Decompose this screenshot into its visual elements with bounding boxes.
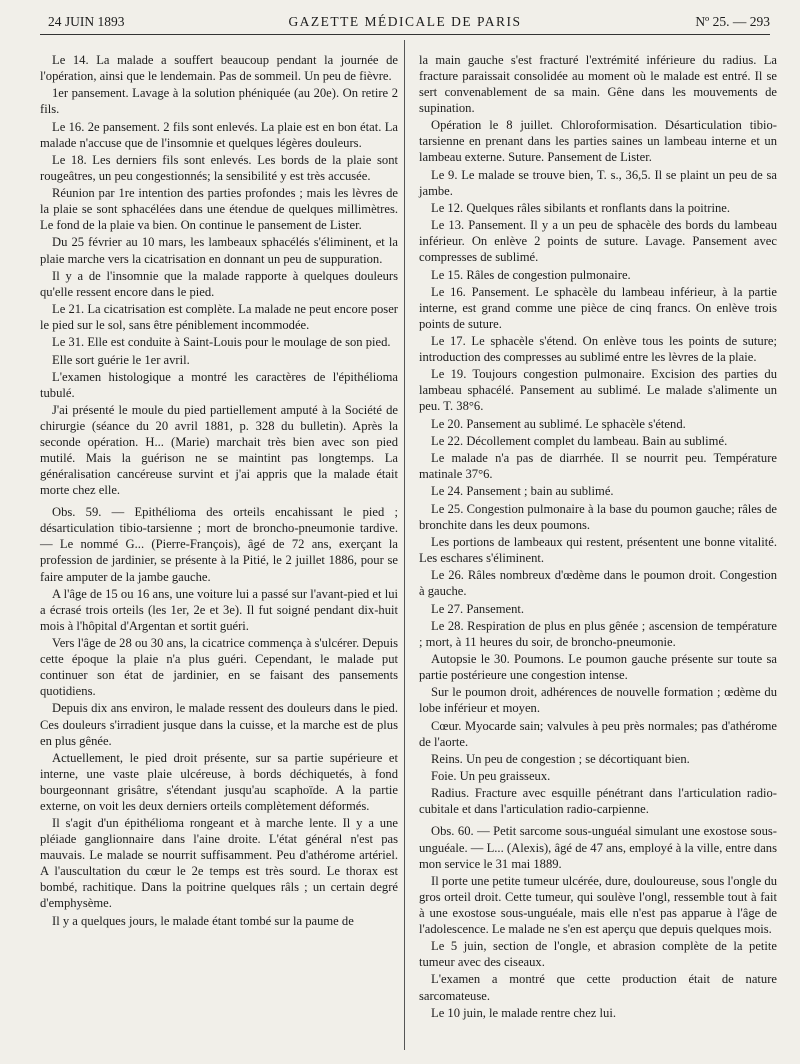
header-page-number: Nº 25. — 293: [695, 14, 770, 29]
paragraph: Sur le poumon droit, adhérences de nouvelle formation ; œdème du lobe inférieur et moyen.: [419, 685, 777, 716]
paragraph: Le 5 juin, section de l'ongle, et abrasion complète de la petite tumeur avec des ciseaux.: [419, 939, 777, 970]
paragraph: Les portions de lambeaux qui restent, présentent une bonne vitalité. Les eschares s'éliminent.: [419, 534, 777, 566]
paragraph: Le 16. 2e pansement. 2 fils sont enlevés. La plaie est en bon état. La malade n'accuse que de l'insomnie et quelques légères douleurs.: [40, 119, 398, 150]
paragraph: J'ai présenté le moule du pied partiellement amputé à la Société de chirurgie (séance du 20 avril 1881, p. 328 du bulletin). Après la seconde opération. H... (Marie) marchait très bien avec son pied mutilé. Mais la guérison ne se maintint pas longtemps. La généralisation cancéreuse survint et j'ai appris que la malade était morte chez elle.: [40, 403, 398, 498]
paragraph: Il s'agit d'un épithélioma rongeant et à marche lente. Il y a une pléiade ganglionnaire dans l'aine droite. L'état général n'est pas mauvais. Le malade se nourrit suffisamment. Peu d'athérome artériel. A l'auscultation du cœur le 2e temps est très sourd. Le thorax est bombé, rachitique. Dans la poitrine quelques râls ; un certain degré d'emphysème.: [40, 816, 398, 911]
paragraph: Du 25 février au 10 mars, les lambeaux sphacélés s'éliminent, et la plaie marche vers la cicatrisation en donnant un peu de suppuration.: [40, 235, 398, 266]
paragraph: L'examen a montré que cette production était de nature sarcomateuse.: [419, 972, 777, 1003]
header-date: 24 JUIN 1893: [48, 14, 125, 29]
paragraph: Le 24. Pansement ; bain au sublimé.: [431, 484, 614, 499]
left-column: [40, 52, 398, 930]
paragraph: Le 10 juin, le malade rentre chez lui.: [431, 1005, 616, 1020]
paragraph: la main gauche s'est fracturé l'extrémité inférieure du radius. La fracture paraissait consolidée au moment où le malade est entré. Il se sert convenablement de sa main. Gêne dans les mouvements de supination.: [419, 53, 777, 116]
paragraph: Le malade n'a pas de diarrhée. Il se nourrit peu. Température matinale 37°6.: [419, 451, 777, 482]
paragraph: 1er pansement. Lavage à la solution phéniquée (au 20e). On retire 2 fils.: [40, 86, 398, 117]
paragraph: Opération le 8 juillet. Chloroformisation. Désarticulation tibio-tarsienne en prenant dans les parties saines un lambeau interne et un lambeau externe. Suture. Pansement de Lister.: [419, 118, 777, 165]
right-column: [419, 52, 777, 1022]
paragraph: Elle sort guérie le 1er avril.: [52, 352, 190, 367]
paragraph: Le 14. La malade a souffert beaucoup pendant la journée de l'opération, ainsi que le lendemain. Pas de sommeil. Un peu de fièvre.: [40, 53, 398, 84]
paragraph: Le 28. Respiration de plus en plus gênée ; ascension de température ; mort, à 11 heures du soir, de broncho-pneumonie.: [419, 618, 777, 649]
running-header: [40, 10, 770, 35]
paragraph: Vers l'âge de 28 ou 30 ans, la cicatrice commença à s'ulcérer. Depuis cette époque la plaie n'a plus guéri. Cependant, le malade put continuer son état de jardinier, en se faisant des pansements quotidiens.: [40, 636, 398, 699]
paragraph: Le 22. Décollement complet du lambeau. Bain au sublimé.: [431, 433, 728, 448]
paragraph: Depuis dix ans environ, le malade ressent des douleurs dans le pied. Ces douleurs s'irradient jusque dans la cuisse, et la marche est de plus en plus gênée.: [40, 701, 398, 748]
paragraph: Le 9. Le malade se trouve bien, T. s., 36,5. Il se plaint un peu de sa jambe.: [419, 167, 777, 198]
paragraph: L'examen histologique a montré les caractères de l'épithélioma tubulé.: [40, 369, 398, 400]
paragraph: Le 21. La cicatrisation est complète. La malade ne peut encore poser le pied sur le sol, sans être péniblement incommodée.: [40, 302, 398, 333]
paragraph: Le 19. Toujours congestion pulmonaire. Excision des parties du lambeau sphacélé. Pansement au sublimé. Le malade s'alimente un peu. T. 38°6.: [419, 367, 777, 414]
column-divider: [404, 40, 405, 1050]
paragraph: Le 18. Les derniers fils sont enlevés. Les bords de la plaie sont rougeâtres, un peu congestionnés; la sensibilité y est très accusée.: [40, 152, 398, 183]
paragraph: Il y a de l'insomnie que la malade rapporte à quelques douleurs qu'elle ressent encore dans le pied.: [40, 268, 398, 299]
paragraph: Radius. Fracture avec esquille pénétrant dans l'articulation radio-cubitale et dans l'articulation radio-carpienne.: [419, 786, 777, 817]
paragraph: Le 16. Pansement. Le sphacèle du lambeau inférieur, à la partie interne, est grand comme une pièce de cinq francs. On enlève trois points de suture.: [419, 284, 777, 331]
paragraph: Il y a quelques jours, le malade étant tombé sur la paume de: [52, 913, 354, 928]
paragraph: Reins. Un peu de congestion ; se décortiquant bien.: [431, 751, 690, 766]
paragraph: Le 15. Râles de congestion pulmonaire.: [431, 267, 631, 282]
observation-59-heading: Obs. 59. — Epithélioma des orteils encahissant le pied ; désarticulation tibio-tarsienne ; mort de broncho-pneumonie tardive. — Le nommé G... (Pierre-François), âgé de 72 ans, exerçant la profession de jardinier, se présente à la Pitié, le 2 juillet 1886, pour se faire amputer de la jambe gauche.: [40, 505, 398, 584]
observation-60-heading: Obs. 60. — Petit sarcome sous-unguéal simulant une exostose sous-unguéale. — L... (Alexis), âgé de 47 ans, employé à la ville, entre dans mon service le 31 mai 1889.: [419, 824, 777, 871]
paragraph: Cœur. Myocarde sain; valvules à peu près normales; pas d'athérome de l'aorte.: [419, 718, 777, 749]
paragraph: Le 31. Elle est conduite à Saint-Louis pour le moulage de son pied.: [52, 335, 391, 350]
paragraph: Le 20. Pansement au sublimé. Le sphacèle s'étend.: [431, 416, 686, 431]
paragraph: Le 26. Râles nombreux d'œdème dans le poumon droit. Congestion à gauche.: [419, 568, 777, 599]
paragraph: Actuellement, le pied droit présente, sur sa partie supérieure et interne, une vaste plaie ulcéreuse, à bords déchiquetés, à fond bourgeonnant grisâtre, s'étendant jusqu'au scaphoïde. A la partie externe, on voit les deux derniers orteils complètement déformés.: [40, 750, 398, 813]
paragraph: Le 13. Pansement. Il y a un peu de sphacèle des bords du lambeau inférieur. On enlève 2 points de suture. Lavage. Pansement avec compresses de sublimé.: [419, 218, 777, 265]
paragraph: Le 25. Congestion pulmonaire à la base du poumon gauche; râles de bronchite dans les deux poumons.: [419, 501, 777, 532]
paragraph: Il porte une petite tumeur ulcérée, dure, douloureuse, sous l'ongle du gros orteil droit. Cette tumeur, qui soulève l'ongl, ressemble tout à fait à une exostose sous-unguéale, mais elle n'est pas apparue à l'âge de l'adolescence. Le malade ne s'en est aperçu que depuis quelques mois.: [419, 873, 777, 936]
paragraph: Le 17. Le sphacèle s'étend. On enlève tous les points de suture; introduction des compresses au sublimé entre les lèvres de la plaie.: [419, 334, 777, 365]
paragraph: Réunion par 1re intention des parties profondes ; mais les lèvres de la plaie se sont sphacélées dans une étendue de quelques millimètres. Le fond de la plaie va bien. On continue le pansement de Lister.: [40, 186, 398, 233]
paragraph: A l'âge de 15 ou 16 ans, une voiture lui a passé sur l'avant-pied et lui a écrasé trois orteils (les 1er, 2e et 3e). Il fut soigné pendant dix-huit mois à l'hôpital d'Argentan et sortit guéri.: [40, 586, 398, 633]
paragraph: Le 12. Quelques râles sibilants et ronflants dans la poitrine.: [431, 200, 731, 215]
paragraph: Le 27. Pansement.: [431, 601, 525, 616]
paragraph: Autopsie le 30. Poumons. Le poumon gauche présente sur toute sa partie postérieure une congestion intense.: [419, 652, 777, 683]
paragraph: Foie. Un peu graisseux.: [431, 769, 551, 784]
header-title: GAZETTE MÉDICALE DE PARIS: [288, 14, 522, 29]
